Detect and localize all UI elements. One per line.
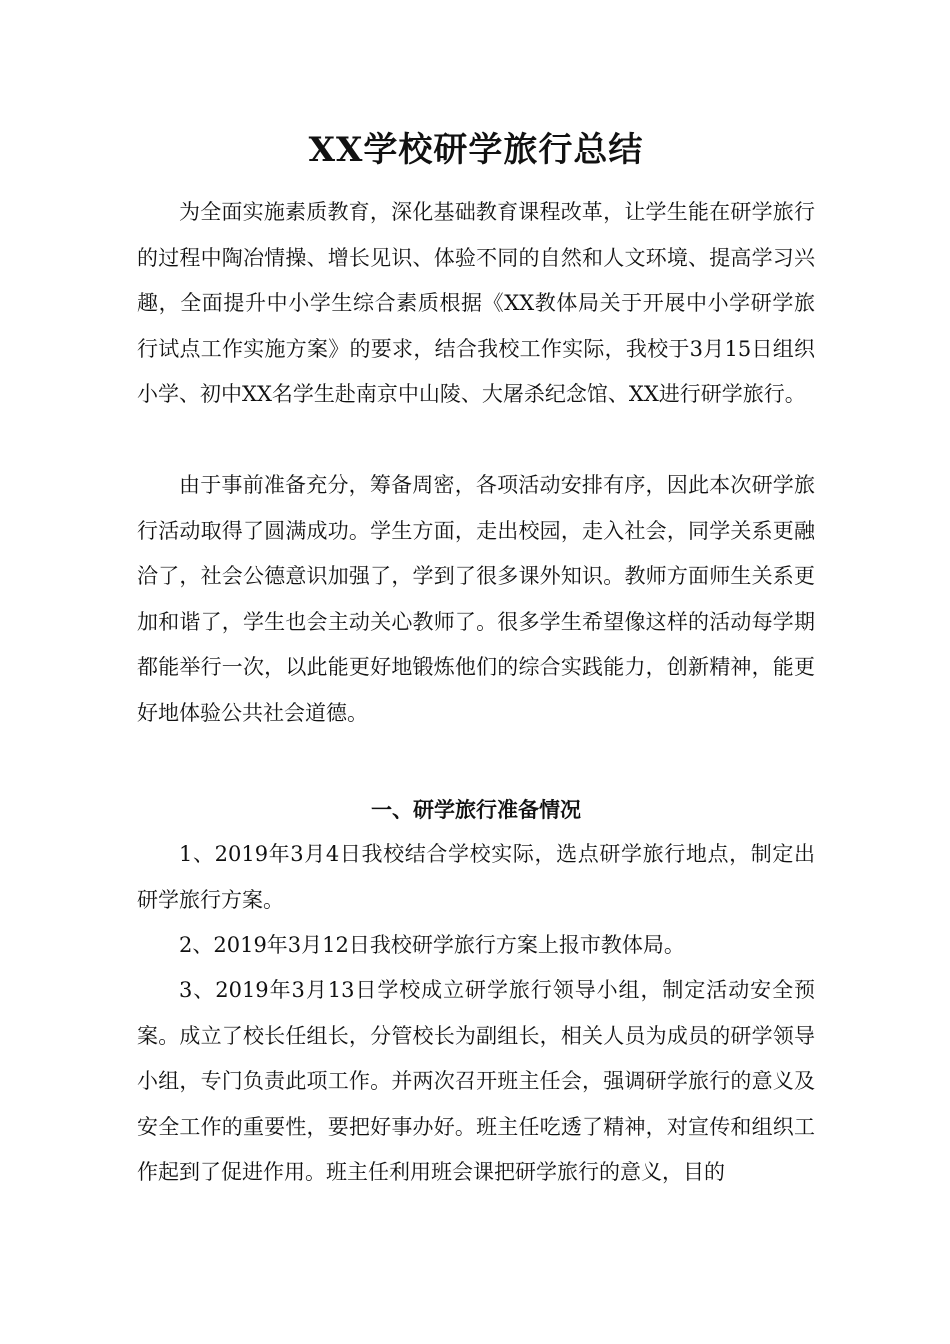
- list-item-1: 1、2019年3月4日我校结合学校实际，选点研学旅行地点，制定出研学旅行方案。: [137, 842, 815, 912]
- intro-paragraph-1: 为全面实施素质教育，深化基础教育课程改革，让学生能在研学旅行的过程中陶冶情操、增长见识、体验不同的自然和人文环境、提高学习兴趣，全面提升中小学生综合素质根据《XX教体局关于开展中小学研学旅行试点工作实施方案》的要求，结合我校工作实际，我校于3月15日组织小学、初中XX名学生赴南京中山陵、大屠杀纪念馆、XX进行研学旅行。: [137, 200, 815, 406]
- list-item-3: 3、2019年3月13日学校成立研学旅行领导小组，制定活动安全预案。成立了校长任组长，分管校长为副组长，相关人员为成员的研学领导小组，专门负责此项工作。并两次召开班主任会，强调研学旅行的意义及安全工作的重要性，要把好事办好。班主任吃透了精神，对宣传和组织工作起到了促进作用。班主任利用班会课把研学旅行的意义，目的: [137, 978, 815, 1184]
- section-heading: 一、研学旅行准备情况: [371, 797, 581, 822]
- list-item-2: 2、2019年3月12日我校研学旅行方案上报市教体局。: [179, 933, 685, 957]
- intro-paragraph-2: 由于事前准备充分，筹备周密，各项活动安排有序，因此本次研学旅行活动取得了圆满成功。学生方面，走出校园，走入社会，同学关系更融洽了，社会公德意识加强了，学到了很多课外知识。教师方面师生关系更加和谐了，学生也会主动关心教师了。很多学生希望像这样的活动每学期都能举行一次，以此能更好地锻炼他们的综合实践能力，创新精神，能更好地体验公共社会道德。: [137, 473, 815, 725]
- document-title: XX学校研学旅行总结: [308, 130, 644, 170]
